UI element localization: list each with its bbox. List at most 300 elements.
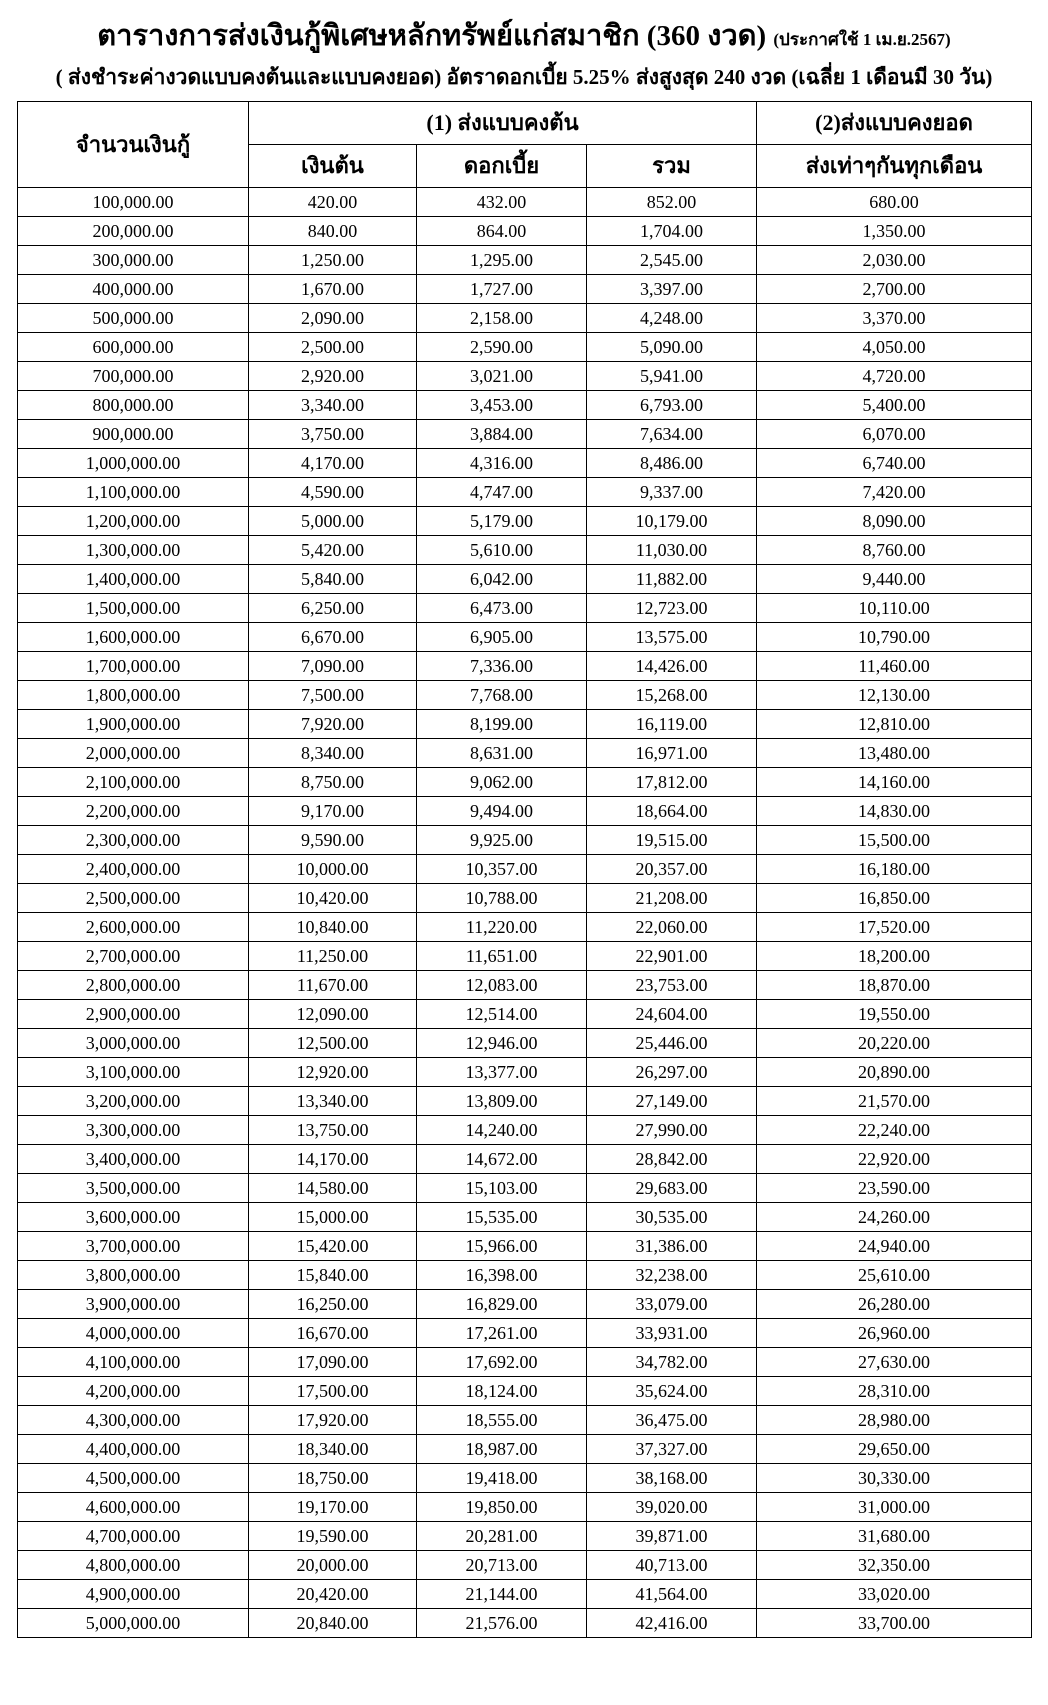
table-row	[18, 681, 1032, 710]
cell-principal: 13,750.00	[249, 1116, 417, 1145]
cell-equal-payment: 29,650.00	[757, 1435, 1032, 1464]
table-row	[18, 797, 1032, 826]
document-subtitle: ( ส่งชำระค่างวดแบบคงต้นและแบบคงยอด) อัตราดอกเบี้ย 5.25% ส่งสูงสุด 240 งวด (เฉลี่ย 1 เดือนมี 30 วัน)	[55, 65, 993, 89]
cell-equal-payment: 9,440.00	[757, 565, 1032, 594]
cell-principal: 15,000.00	[249, 1203, 417, 1232]
cell-loan-amount: 700,000.00	[18, 362, 249, 391]
cell-equal-payment: 10,110.00	[757, 594, 1032, 623]
cell-loan-amount: 3,200,000.00	[18, 1087, 249, 1116]
cell-interest: 14,672.00	[417, 1145, 587, 1174]
cell-principal: 420.00	[249, 188, 417, 217]
cell-interest: 11,651.00	[417, 942, 587, 971]
cell-interest: 19,850.00	[417, 1493, 587, 1522]
cell-interest: 15,535.00	[417, 1203, 587, 1232]
table-row	[18, 623, 1032, 652]
cell-total: 12,723.00	[587, 594, 757, 623]
cell-total: 32,238.00	[587, 1261, 757, 1290]
cell-equal-payment: 12,810.00	[757, 710, 1032, 739]
cell-interest: 6,042.00	[417, 565, 587, 594]
table-row	[18, 1232, 1032, 1261]
table-row	[18, 507, 1032, 536]
cell-interest: 20,281.00	[417, 1522, 587, 1551]
cell-equal-payment: 15,500.00	[757, 826, 1032, 855]
cell-equal-payment: 10,790.00	[757, 623, 1032, 652]
cell-interest: 432.00	[417, 188, 587, 217]
cell-principal: 4,170.00	[249, 449, 417, 478]
cell-total: 20,357.00	[587, 855, 757, 884]
cell-loan-amount: 2,900,000.00	[18, 1000, 249, 1029]
cell-total: 39,871.00	[587, 1522, 757, 1551]
cell-equal-payment: 16,180.00	[757, 855, 1032, 884]
document-title	[0, 16, 1048, 60]
cell-loan-amount: 2,000,000.00	[18, 739, 249, 768]
table-header	[18, 102, 1032, 188]
cell-interest: 12,514.00	[417, 1000, 587, 1029]
cell-principal: 17,920.00	[249, 1406, 417, 1435]
cell-equal-payment: 11,460.00	[757, 652, 1032, 681]
cell-principal: 1,670.00	[249, 275, 417, 304]
cell-equal-payment: 17,520.00	[757, 913, 1032, 942]
cell-loan-amount: 4,500,000.00	[18, 1464, 249, 1493]
cell-principal: 20,420.00	[249, 1580, 417, 1609]
table-row	[18, 1058, 1032, 1087]
cell-total: 852.00	[587, 188, 757, 217]
cell-equal-payment: 6,070.00	[757, 420, 1032, 449]
cell-loan-amount: 2,400,000.00	[18, 855, 249, 884]
cell-principal: 1,250.00	[249, 246, 417, 275]
cell-equal-payment: 4,050.00	[757, 333, 1032, 362]
header-fixed-principal: (1) ส่งแบบคงต้น	[249, 102, 757, 145]
table-row	[18, 884, 1032, 913]
header-principal: เงินต้น	[249, 145, 417, 188]
table-row	[18, 1261, 1032, 1290]
cell-total: 16,119.00	[587, 710, 757, 739]
cell-total: 5,941.00	[587, 362, 757, 391]
table-row	[18, 1290, 1032, 1319]
cell-interest: 6,473.00	[417, 594, 587, 623]
cell-principal: 5,000.00	[249, 507, 417, 536]
table-row	[18, 1580, 1032, 1609]
table-row	[18, 246, 1032, 275]
cell-loan-amount: 200,000.00	[18, 217, 249, 246]
table-row	[18, 1000, 1032, 1029]
cell-total: 33,931.00	[587, 1319, 757, 1348]
table-row	[18, 1145, 1032, 1174]
cell-total: 29,683.00	[587, 1174, 757, 1203]
cell-equal-payment: 19,550.00	[757, 1000, 1032, 1029]
table-row	[18, 188, 1032, 217]
cell-equal-payment: 14,830.00	[757, 797, 1032, 826]
cell-principal: 2,500.00	[249, 333, 417, 362]
cell-total: 1,704.00	[587, 217, 757, 246]
cell-interest: 16,829.00	[417, 1290, 587, 1319]
cell-total: 4,248.00	[587, 304, 757, 333]
cell-interest: 14,240.00	[417, 1116, 587, 1145]
cell-equal-payment: 18,200.00	[757, 942, 1032, 971]
cell-interest: 10,357.00	[417, 855, 587, 884]
cell-total: 8,486.00	[587, 449, 757, 478]
table-row	[18, 594, 1032, 623]
cell-equal-payment: 3,370.00	[757, 304, 1032, 333]
cell-total: 36,475.00	[587, 1406, 757, 1435]
cell-equal-payment: 4,720.00	[757, 362, 1032, 391]
cell-total: 15,268.00	[587, 681, 757, 710]
cell-principal: 840.00	[249, 217, 417, 246]
cell-loan-amount: 2,300,000.00	[18, 826, 249, 855]
cell-total: 13,575.00	[587, 623, 757, 652]
cell-equal-payment: 680.00	[757, 188, 1032, 217]
cell-principal: 19,170.00	[249, 1493, 417, 1522]
cell-loan-amount: 1,800,000.00	[18, 681, 249, 710]
cell-equal-payment: 27,630.00	[757, 1348, 1032, 1377]
cell-principal: 10,420.00	[249, 884, 417, 913]
cell-interest: 9,494.00	[417, 797, 587, 826]
table-row	[18, 1116, 1032, 1145]
cell-total: 3,397.00	[587, 275, 757, 304]
cell-loan-amount: 600,000.00	[18, 333, 249, 362]
cell-total: 27,990.00	[587, 1116, 757, 1145]
cell-loan-amount: 900,000.00	[18, 420, 249, 449]
cell-principal: 6,250.00	[249, 594, 417, 623]
cell-principal: 15,840.00	[249, 1261, 417, 1290]
cell-principal: 12,500.00	[249, 1029, 417, 1058]
cell-principal: 10,840.00	[249, 913, 417, 942]
cell-equal-payment: 24,260.00	[757, 1203, 1032, 1232]
cell-interest: 5,610.00	[417, 536, 587, 565]
cell-total: 34,782.00	[587, 1348, 757, 1377]
cell-principal: 2,090.00	[249, 304, 417, 333]
cell-interest: 2,590.00	[417, 333, 587, 362]
cell-principal: 2,920.00	[249, 362, 417, 391]
cell-total: 10,179.00	[587, 507, 757, 536]
title-text: ตารางการส่งเงินกู้พิเศษหลักทรัพย์แก่สมาชิก (360 งวด)	[97, 20, 767, 52]
cell-equal-payment: 5,400.00	[757, 391, 1032, 420]
cell-total: 25,446.00	[587, 1029, 757, 1058]
table-row	[18, 1406, 1032, 1435]
cell-interest: 17,692.00	[417, 1348, 587, 1377]
header-row-1	[18, 102, 1032, 145]
cell-loan-amount: 4,100,000.00	[18, 1348, 249, 1377]
table-row	[18, 304, 1032, 333]
table-row	[18, 1174, 1032, 1203]
table-row	[18, 652, 1032, 681]
cell-total: 6,793.00	[587, 391, 757, 420]
cell-principal: 9,590.00	[249, 826, 417, 855]
cell-loan-amount: 1,700,000.00	[18, 652, 249, 681]
table-row	[18, 565, 1032, 594]
cell-equal-payment: 24,940.00	[757, 1232, 1032, 1261]
cell-interest: 3,884.00	[417, 420, 587, 449]
cell-principal: 16,670.00	[249, 1319, 417, 1348]
cell-total: 9,337.00	[587, 478, 757, 507]
cell-total: 41,564.00	[587, 1580, 757, 1609]
table-body	[18, 188, 1032, 1638]
cell-interest: 7,768.00	[417, 681, 587, 710]
cell-principal: 14,170.00	[249, 1145, 417, 1174]
cell-total: 33,079.00	[587, 1290, 757, 1319]
table-row	[18, 420, 1032, 449]
cell-interest: 6,905.00	[417, 623, 587, 652]
cell-loan-amount: 1,100,000.00	[18, 478, 249, 507]
cell-equal-payment: 31,000.00	[757, 1493, 1032, 1522]
table-row	[18, 1522, 1032, 1551]
cell-principal: 3,750.00	[249, 420, 417, 449]
cell-total: 23,753.00	[587, 971, 757, 1000]
cell-loan-amount: 2,500,000.00	[18, 884, 249, 913]
cell-principal: 20,840.00	[249, 1609, 417, 1638]
cell-loan-amount: 1,900,000.00	[18, 710, 249, 739]
cell-equal-payment: 8,760.00	[757, 536, 1032, 565]
cell-total: 31,386.00	[587, 1232, 757, 1261]
cell-principal: 14,580.00	[249, 1174, 417, 1203]
cell-interest: 10,788.00	[417, 884, 587, 913]
cell-total: 21,208.00	[587, 884, 757, 913]
cell-loan-amount: 4,000,000.00	[18, 1319, 249, 1348]
cell-interest: 5,179.00	[417, 507, 587, 536]
cell-loan-amount: 2,100,000.00	[18, 768, 249, 797]
cell-interest: 18,987.00	[417, 1435, 587, 1464]
cell-total: 11,030.00	[587, 536, 757, 565]
cell-principal: 8,340.00	[249, 739, 417, 768]
cell-total: 28,842.00	[587, 1145, 757, 1174]
cell-principal: 17,090.00	[249, 1348, 417, 1377]
cell-interest: 13,809.00	[417, 1087, 587, 1116]
cell-total: 27,149.00	[587, 1087, 757, 1116]
cell-loan-amount: 2,800,000.00	[18, 971, 249, 1000]
cell-principal: 7,090.00	[249, 652, 417, 681]
cell-principal: 3,340.00	[249, 391, 417, 420]
cell-interest: 8,631.00	[417, 739, 587, 768]
cell-principal: 6,670.00	[249, 623, 417, 652]
cell-principal: 11,670.00	[249, 971, 417, 1000]
cell-equal-payment: 28,980.00	[757, 1406, 1032, 1435]
cell-interest: 12,083.00	[417, 971, 587, 1000]
cell-equal-payment: 25,610.00	[757, 1261, 1032, 1290]
cell-equal-payment: 30,330.00	[757, 1464, 1032, 1493]
table-row	[18, 826, 1032, 855]
cell-loan-amount: 4,800,000.00	[18, 1551, 249, 1580]
cell-total: 40,713.00	[587, 1551, 757, 1580]
cell-interest: 18,124.00	[417, 1377, 587, 1406]
table-row	[18, 333, 1032, 362]
cell-loan-amount: 3,300,000.00	[18, 1116, 249, 1145]
cell-principal: 12,090.00	[249, 1000, 417, 1029]
cell-interest: 1,727.00	[417, 275, 587, 304]
cell-principal: 7,500.00	[249, 681, 417, 710]
cell-loan-amount: 3,900,000.00	[18, 1290, 249, 1319]
cell-equal-payment: 21,570.00	[757, 1087, 1032, 1116]
cell-principal: 5,840.00	[249, 565, 417, 594]
table-row	[18, 217, 1032, 246]
header-fixed-installment: (2)ส่งแบบคงยอด	[757, 102, 1032, 145]
cell-loan-amount: 4,400,000.00	[18, 1435, 249, 1464]
cell-loan-amount: 3,700,000.00	[18, 1232, 249, 1261]
cell-loan-amount: 4,700,000.00	[18, 1522, 249, 1551]
cell-interest: 20,713.00	[417, 1551, 587, 1580]
cell-equal-payment: 23,590.00	[757, 1174, 1032, 1203]
table-row	[18, 275, 1032, 304]
cell-loan-amount: 3,400,000.00	[18, 1145, 249, 1174]
cell-interest: 13,377.00	[417, 1058, 587, 1087]
cell-principal: 15,420.00	[249, 1232, 417, 1261]
cell-total: 35,624.00	[587, 1377, 757, 1406]
loan-payment-table	[17, 101, 1032, 1638]
cell-loan-amount: 3,100,000.00	[18, 1058, 249, 1087]
cell-equal-payment: 33,700.00	[757, 1609, 1032, 1638]
cell-loan-amount: 300,000.00	[18, 246, 249, 275]
cell-total: 17,812.00	[587, 768, 757, 797]
cell-total: 39,020.00	[587, 1493, 757, 1522]
cell-principal: 5,420.00	[249, 536, 417, 565]
cell-total: 30,535.00	[587, 1203, 757, 1232]
cell-loan-amount: 5,000,000.00	[18, 1609, 249, 1638]
cell-interest: 8,199.00	[417, 710, 587, 739]
cell-interest: 864.00	[417, 217, 587, 246]
cell-equal-payment: 2,700.00	[757, 275, 1032, 304]
header-total: รวม	[587, 145, 757, 188]
cell-interest: 7,336.00	[417, 652, 587, 681]
cell-total: 26,297.00	[587, 1058, 757, 1087]
cell-loan-amount: 4,200,000.00	[18, 1377, 249, 1406]
cell-principal: 7,920.00	[249, 710, 417, 739]
table-row	[18, 1029, 1032, 1058]
table-row	[18, 710, 1032, 739]
cell-total: 38,168.00	[587, 1464, 757, 1493]
cell-interest: 3,021.00	[417, 362, 587, 391]
table-row	[18, 1551, 1032, 1580]
cell-equal-payment: 22,240.00	[757, 1116, 1032, 1145]
cell-loan-amount: 400,000.00	[18, 275, 249, 304]
cell-equal-payment: 33,020.00	[757, 1580, 1032, 1609]
cell-equal-payment: 8,090.00	[757, 507, 1032, 536]
cell-loan-amount: 1,200,000.00	[18, 507, 249, 536]
cell-interest: 11,220.00	[417, 913, 587, 942]
cell-total: 16,971.00	[587, 739, 757, 768]
table-row	[18, 971, 1032, 1000]
title-note: (ประกาศใช้ 1 เม.ย.2567)	[773, 30, 951, 49]
table-row	[18, 1609, 1032, 1638]
cell-equal-payment: 2,030.00	[757, 246, 1032, 275]
cell-principal: 17,500.00	[249, 1377, 417, 1406]
table-row	[18, 1464, 1032, 1493]
cell-total: 7,634.00	[587, 420, 757, 449]
cell-loan-amount: 3,500,000.00	[18, 1174, 249, 1203]
cell-equal-payment: 7,420.00	[757, 478, 1032, 507]
cell-total: 14,426.00	[587, 652, 757, 681]
cell-equal-payment: 18,870.00	[757, 971, 1032, 1000]
cell-equal-payment: 22,920.00	[757, 1145, 1032, 1174]
header-interest: ดอกเบี้ย	[417, 145, 587, 188]
cell-principal: 19,590.00	[249, 1522, 417, 1551]
cell-loan-amount: 4,300,000.00	[18, 1406, 249, 1435]
cell-equal-payment: 12,130.00	[757, 681, 1032, 710]
cell-equal-payment: 28,310.00	[757, 1377, 1032, 1406]
cell-total: 42,416.00	[587, 1609, 757, 1638]
table-row	[18, 1087, 1032, 1116]
cell-total: 2,545.00	[587, 246, 757, 275]
cell-loan-amount: 1,300,000.00	[18, 536, 249, 565]
cell-loan-amount: 2,600,000.00	[18, 913, 249, 942]
table-row	[18, 362, 1032, 391]
cell-equal-payment: 26,280.00	[757, 1290, 1032, 1319]
cell-interest: 2,158.00	[417, 304, 587, 333]
cell-equal-payment: 1,350.00	[757, 217, 1032, 246]
cell-loan-amount: 1,500,000.00	[18, 594, 249, 623]
table-row	[18, 768, 1032, 797]
cell-loan-amount: 3,600,000.00	[18, 1203, 249, 1232]
table-row	[18, 1435, 1032, 1464]
cell-total: 18,664.00	[587, 797, 757, 826]
cell-interest: 3,453.00	[417, 391, 587, 420]
cell-interest: 18,555.00	[417, 1406, 587, 1435]
table-row	[18, 536, 1032, 565]
cell-interest: 15,966.00	[417, 1232, 587, 1261]
table-row	[18, 1203, 1032, 1232]
cell-principal: 10,000.00	[249, 855, 417, 884]
cell-loan-amount: 4,600,000.00	[18, 1493, 249, 1522]
cell-total: 5,090.00	[587, 333, 757, 362]
table-row	[18, 478, 1032, 507]
cell-loan-amount: 1,400,000.00	[18, 565, 249, 594]
cell-loan-amount: 800,000.00	[18, 391, 249, 420]
table-row	[18, 1493, 1032, 1522]
cell-loan-amount: 1,600,000.00	[18, 623, 249, 652]
cell-interest: 4,747.00	[417, 478, 587, 507]
table-row	[18, 913, 1032, 942]
table-row	[18, 1377, 1032, 1406]
cell-equal-payment: 16,850.00	[757, 884, 1032, 913]
cell-interest: 16,398.00	[417, 1261, 587, 1290]
cell-equal-payment: 20,220.00	[757, 1029, 1032, 1058]
table-row	[18, 391, 1032, 420]
cell-total: 24,604.00	[587, 1000, 757, 1029]
header-equal-monthly: ส่งเท่าๆกันทุกเดือน	[757, 145, 1032, 188]
cell-principal: 18,340.00	[249, 1435, 417, 1464]
cell-total: 19,515.00	[587, 826, 757, 855]
cell-interest: 19,418.00	[417, 1464, 587, 1493]
cell-total: 37,327.00	[587, 1435, 757, 1464]
cell-principal: 16,250.00	[249, 1290, 417, 1319]
cell-interest: 9,925.00	[417, 826, 587, 855]
table-row	[18, 449, 1032, 478]
cell-principal: 9,170.00	[249, 797, 417, 826]
cell-principal: 20,000.00	[249, 1551, 417, 1580]
table-row	[18, 855, 1032, 884]
table-row	[18, 1319, 1032, 1348]
cell-loan-amount: 100,000.00	[18, 188, 249, 217]
cell-equal-payment: 32,350.00	[757, 1551, 1032, 1580]
cell-interest: 15,103.00	[417, 1174, 587, 1203]
cell-equal-payment: 20,890.00	[757, 1058, 1032, 1087]
cell-loan-amount: 2,700,000.00	[18, 942, 249, 971]
cell-interest: 9,062.00	[417, 768, 587, 797]
cell-loan-amount: 1,000,000.00	[18, 449, 249, 478]
cell-loan-amount: 2,200,000.00	[18, 797, 249, 826]
cell-interest: 17,261.00	[417, 1319, 587, 1348]
cell-loan-amount: 500,000.00	[18, 304, 249, 333]
table-row	[18, 942, 1032, 971]
cell-principal: 12,920.00	[249, 1058, 417, 1087]
table-row	[18, 739, 1032, 768]
cell-total: 11,882.00	[587, 565, 757, 594]
cell-equal-payment: 14,160.00	[757, 768, 1032, 797]
cell-principal: 8,750.00	[249, 768, 417, 797]
cell-interest: 4,316.00	[417, 449, 587, 478]
cell-interest: 21,144.00	[417, 1580, 587, 1609]
cell-principal: 4,590.00	[249, 478, 417, 507]
cell-interest: 12,946.00	[417, 1029, 587, 1058]
header-loan-amount: จำนวนเงินกู้	[18, 102, 249, 188]
